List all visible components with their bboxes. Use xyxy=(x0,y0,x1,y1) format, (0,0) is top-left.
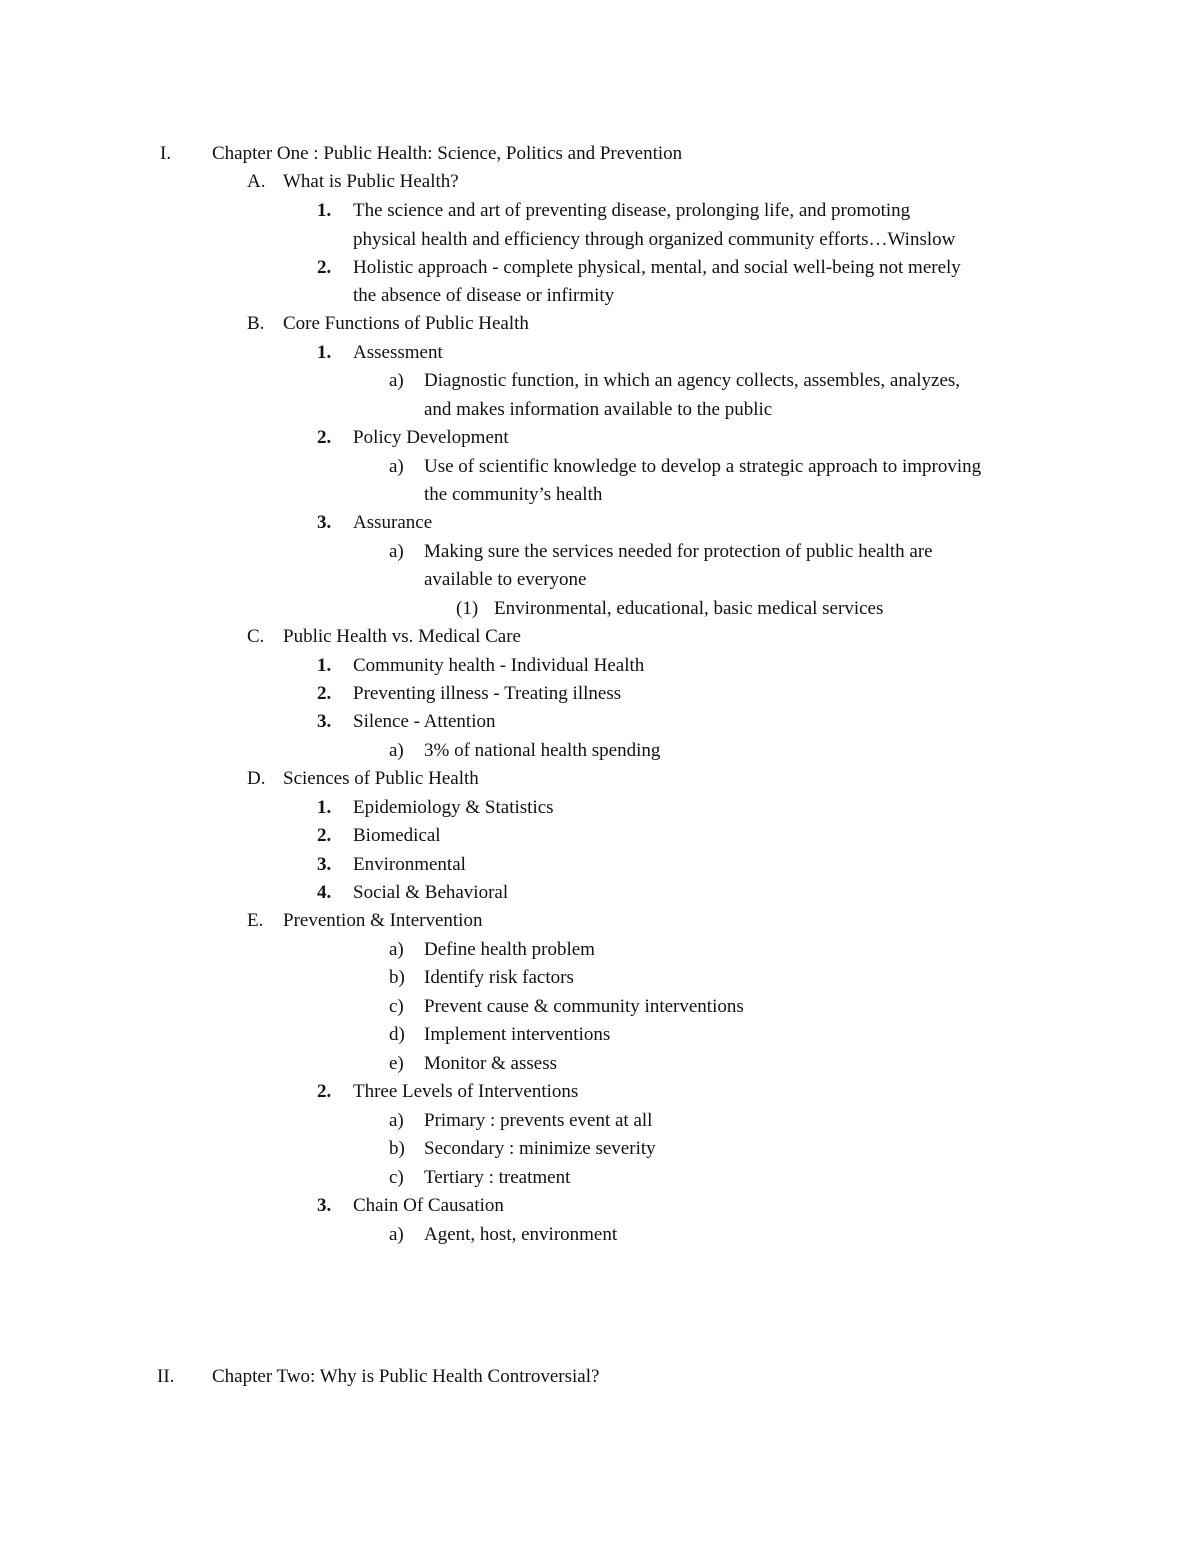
c-item-2-text: Preventing illness - Treating illness xyxy=(353,683,622,704)
b-item-3-sub-line-2: available to everyone xyxy=(424,569,587,590)
e-item-2-sub-b-marker: b) xyxy=(389,1138,405,1159)
e-step-c-text: Prevent cause & community interventions xyxy=(424,996,744,1017)
b-item-3-sub-marker: a) xyxy=(389,541,404,562)
e-item-3-text: Chain Of Causation xyxy=(353,1195,504,1216)
e-step-b-text: Identify risk factors xyxy=(424,967,574,988)
chapter-2-marker: II. xyxy=(157,1366,175,1387)
chapter-1-marker: I. xyxy=(160,143,172,164)
a-item-1-line-2: physical health and efficiency through organized community efforts…Winslow xyxy=(353,229,956,250)
e-item-3-sub-a-text: Agent, host, environment xyxy=(424,1224,618,1245)
e-item-3-marker: 3. xyxy=(317,1195,332,1216)
b-item-2-marker: 2. xyxy=(317,427,332,448)
b-item-1-sub-line-2: and makes information available to the public xyxy=(424,399,773,420)
e-item-2-sub-c-text: Tertiary : treatment xyxy=(424,1167,571,1188)
section-b-title: Core Functions of Public Health xyxy=(283,313,529,334)
c-item-3-sub-marker: a) xyxy=(389,740,404,761)
c-item-3-text: Silence - Attention xyxy=(353,711,496,732)
e-step-e-marker: e) xyxy=(389,1053,404,1074)
d-item-1-marker: 1. xyxy=(317,797,332,818)
a-item-1-line-1: The science and art of preventing disease, prolonging life, and promoting xyxy=(353,200,911,221)
section-e-marker: E. xyxy=(247,910,264,931)
chapter-1-title: Chapter One : Public Health: Science, Politics and Prevention xyxy=(212,143,683,164)
b-item-3-subsub-marker: (1) xyxy=(456,598,479,619)
e-item-2-marker: 2. xyxy=(317,1081,332,1102)
e-step-b-marker: b) xyxy=(389,967,405,988)
b-item-1-sub-line-1: Diagnostic function, in which an agency collects, assembles, analyzes, xyxy=(424,370,961,391)
e-step-d-marker: d) xyxy=(389,1024,405,1045)
b-item-3-text: Assurance xyxy=(353,512,433,533)
b-item-3-sub-line-1: Making sure the services needed for protection of public health are xyxy=(424,541,933,562)
e-step-a-text: Define health problem xyxy=(424,939,595,960)
b-item-1-text: Assessment xyxy=(353,342,443,363)
e-step-e-text: Monitor & assess xyxy=(424,1053,557,1074)
section-b-marker: B. xyxy=(247,313,265,334)
d-item-4-marker: 4. xyxy=(317,882,332,903)
b-item-1-sub-marker: a) xyxy=(389,370,404,391)
b-item-2-text: Policy Development xyxy=(353,427,509,448)
d-item-4-text: Social & Behavioral xyxy=(353,882,509,903)
d-item-1-text: Epidemiology & Statistics xyxy=(353,797,554,818)
c-item-3-sub-text: 3% of national health spending xyxy=(424,740,661,761)
section-a-marker: A. xyxy=(247,171,266,192)
a-item-2-marker: 2. xyxy=(317,257,332,278)
b-item-1-marker: 1. xyxy=(317,342,332,363)
a-item-1-marker: 1. xyxy=(317,200,332,221)
section-d-marker: D. xyxy=(247,768,266,789)
e-step-c-marker: c) xyxy=(389,996,404,1017)
section-c-marker: C. xyxy=(247,626,265,647)
e-item-3-sub-a-marker: a) xyxy=(389,1224,404,1245)
e-item-2-text: Three Levels of Interventions xyxy=(353,1081,579,1102)
b-item-2-sub-marker: a) xyxy=(389,456,404,477)
chapter-2-title: Chapter Two: Why is Public Health Controversial? xyxy=(212,1366,600,1387)
c-item-1-text: Community health - Individual Health xyxy=(353,655,645,676)
b-item-2-sub-line-2: the community’s health xyxy=(424,484,603,505)
section-c-title: Public Health vs. Medical Care xyxy=(283,626,521,647)
c-item-1-marker: 1. xyxy=(317,655,332,676)
e-item-2-sub-c-marker: c) xyxy=(389,1167,404,1188)
e-item-2-sub-b-text: Secondary : minimize severity xyxy=(424,1138,656,1159)
c-item-3-marker: 3. xyxy=(317,711,332,732)
b-item-3-marker: 3. xyxy=(317,512,332,533)
section-a-title: What is Public Health? xyxy=(283,171,459,192)
d-item-3-marker: 3. xyxy=(317,854,332,875)
section-d-title: Sciences of Public Health xyxy=(283,768,479,789)
a-item-2-line-2: the absence of disease or infirmity xyxy=(353,285,615,306)
b-item-2-sub-line-1: Use of scientific knowledge to develop a strategic approach to improving xyxy=(424,456,982,477)
c-item-2-marker: 2. xyxy=(317,683,332,704)
section-e-title: Prevention & Intervention xyxy=(283,910,483,931)
d-item-2-marker: 2. xyxy=(317,825,332,846)
b-item-3-subsub-text: Environmental, educational, basic medical services xyxy=(494,598,884,619)
d-item-2-text: Biomedical xyxy=(353,825,441,846)
d-item-3-text: Environmental xyxy=(353,854,466,875)
e-item-2-sub-a-text: Primary : prevents event at all xyxy=(424,1110,653,1131)
e-step-d-text: Implement interventions xyxy=(424,1024,611,1045)
e-item-2-sub-a-marker: a) xyxy=(389,1110,404,1131)
a-item-2-line-1: Holistic approach - complete physical, mental, and social well-being not merely xyxy=(353,257,961,278)
e-step-a-marker: a) xyxy=(389,939,404,960)
